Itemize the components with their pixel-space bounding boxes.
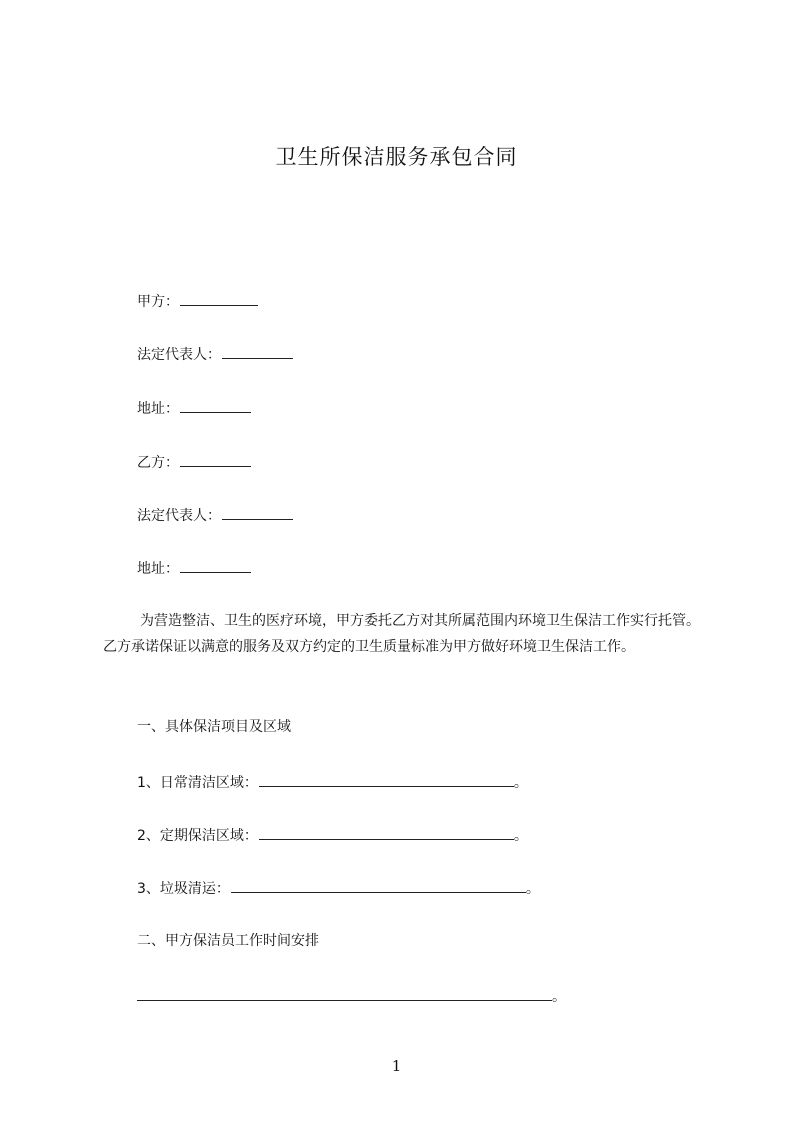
garbage-removal-blank[interactable]	[231, 877, 526, 893]
party-a-rep-label: 法定代表人：	[137, 347, 221, 363]
party-b-address-line	[137, 557, 251, 579]
party-b-blank[interactable]	[180, 451, 251, 467]
party-a-line	[137, 290, 258, 312]
section-2-blank-line	[137, 985, 566, 1007]
party-a-rep-line	[137, 343, 293, 365]
party-b-line	[137, 451, 251, 473]
party-a-address-line	[137, 397, 251, 419]
section-1-heading: 一、具体保洁项目及区域	[137, 719, 291, 735]
section-1-item-1	[137, 771, 528, 793]
party-b-rep-line	[137, 504, 293, 526]
daily-cleaning-blank[interactable]	[259, 771, 514, 787]
party-b-rep-blank[interactable]	[222, 504, 293, 520]
intro-paragraph	[103, 608, 703, 660]
periodic-cleaning-suffix: 。	[513, 828, 528, 844]
party-a-address-blank[interactable]	[180, 397, 251, 413]
daily-cleaning-label: 1、日常清洁区域：	[137, 775, 258, 791]
page-number: 1	[391, 1057, 402, 1075]
party-b-rep-label: 法定代表人：	[137, 508, 221, 524]
garbage-removal-suffix: 。	[525, 881, 540, 897]
work-schedule-suffix: 。	[552, 989, 566, 1005]
party-b-address-label: 地址：	[137, 561, 179, 577]
party-a-blank[interactable]	[180, 290, 258, 306]
party-a-rep-blank[interactable]	[222, 343, 293, 359]
document-title: 卫生所保洁服务承包合同	[275, 145, 518, 169]
daily-cleaning-suffix: 。	[513, 775, 528, 791]
periodic-cleaning-blank[interactable]	[259, 824, 514, 840]
party-a-address-label: 地址：	[137, 401, 179, 417]
party-a-label: 甲方：	[137, 294, 179, 310]
intro-text: 为营造整洁、卫生的医疗环境，甲方委托乙方对其所属范围内环境卫生保洁工作实行托管。乙方承诺保证以满意的服务及双方约定的卫生质量标准为甲方做好环境卫生保洁工作。	[103, 613, 700, 655]
party-b-label: 乙方：	[137, 455, 179, 471]
periodic-cleaning-label: 2、定期保洁区域：	[137, 828, 258, 844]
party-b-address-blank[interactable]	[180, 557, 251, 573]
section-2-heading: 二、甲方保洁员工作时间安排	[137, 933, 319, 949]
section-1-item-3	[137, 877, 540, 899]
section-1-item-2	[137, 824, 528, 846]
work-schedule-blank[interactable]	[137, 985, 552, 1001]
garbage-removal-label: 3、垃圾清运：	[137, 881, 230, 897]
